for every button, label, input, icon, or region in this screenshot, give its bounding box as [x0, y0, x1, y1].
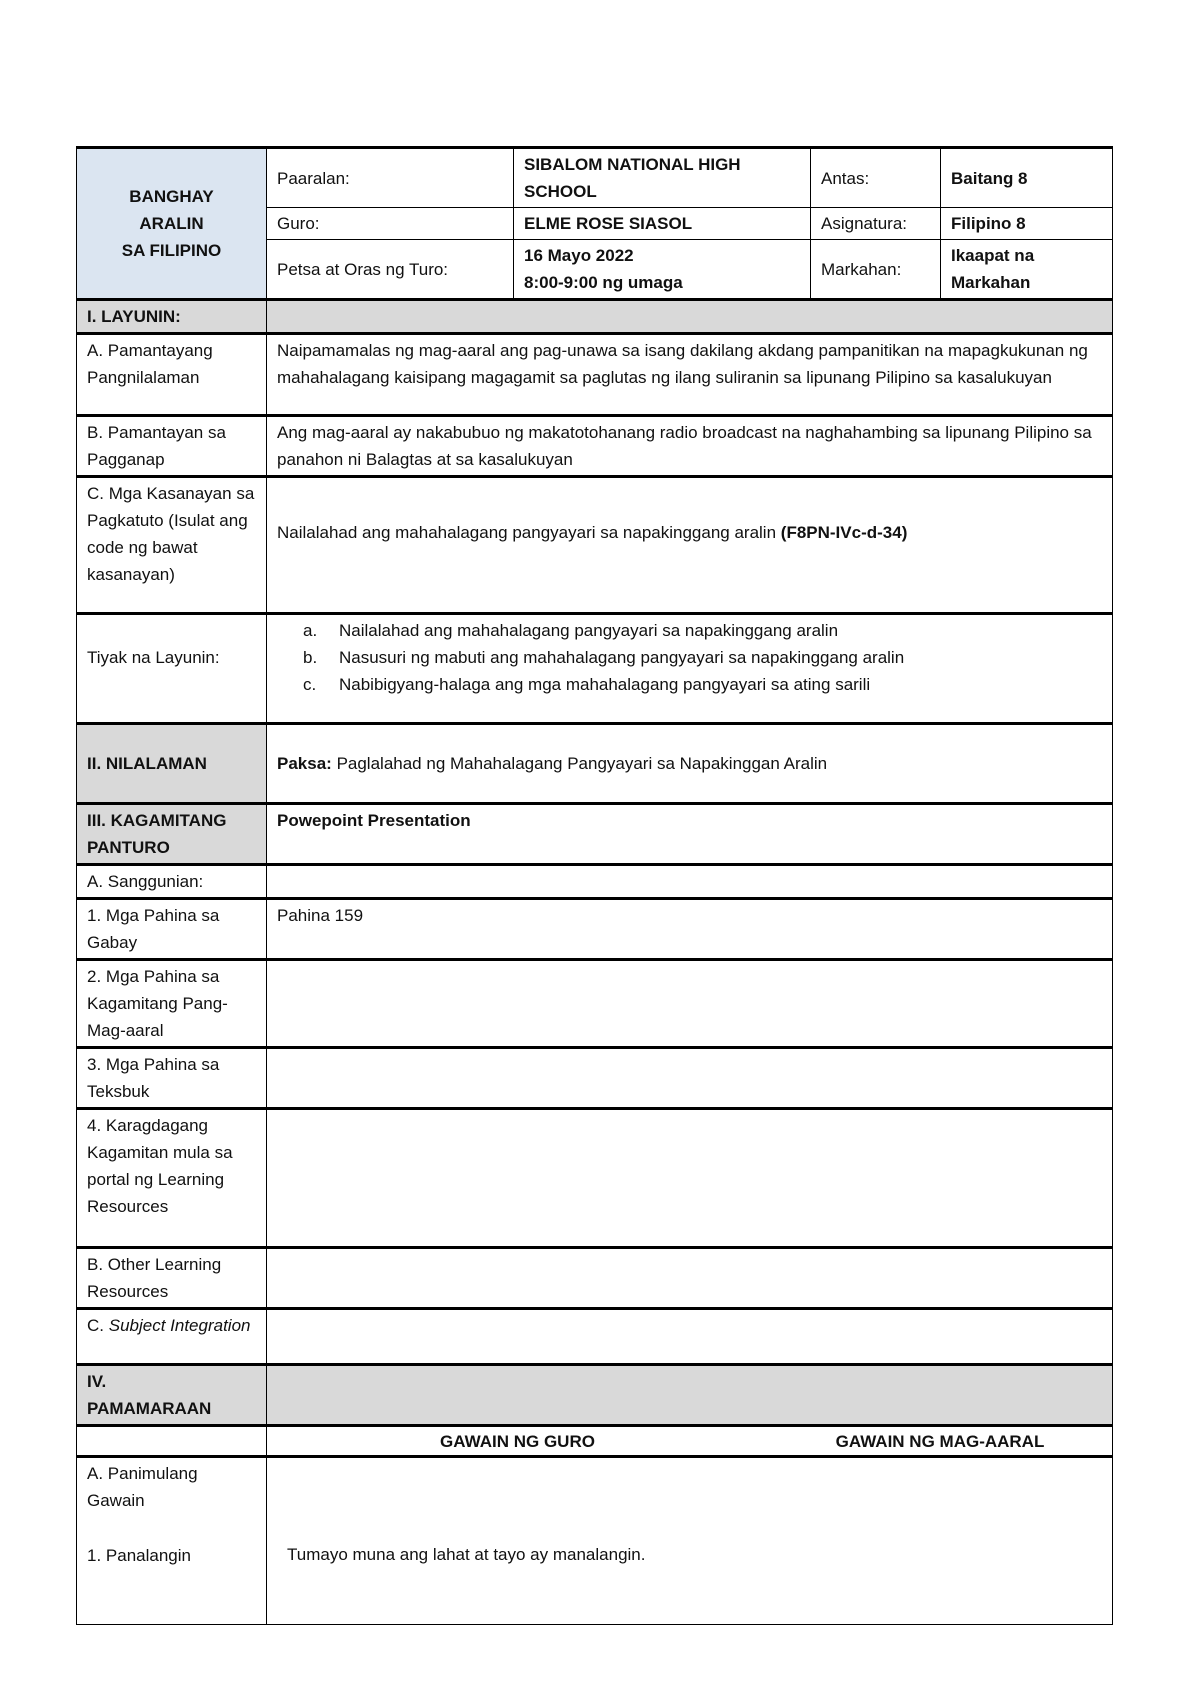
kagamitang-pang-mag-aaral-value: [267, 960, 1113, 1048]
nilalaman-heading: II. NILALAMAN: [77, 724, 267, 804]
panalangin-instruction: Tumayo muna ang lahat at tayo ay manalangin.: [287, 1545, 646, 1564]
pamantayang-pangnilalaman-label: A. Pamantayang Pangnilalaman: [77, 334, 267, 416]
tiyak-na-layunin-list: [267, 614, 1113, 724]
asignatura-value: Filipino 8: [941, 208, 1113, 240]
asignatura-label: Asignatura:: [811, 208, 941, 240]
list-item: a. Nailalahad ang mahahalagang pangyayari sa napakinggang aralin: [303, 621, 839, 640]
kagamitan-heading: III. KAGAMITANG PANTURO: [77, 804, 267, 865]
kagamitan-value: Powepoint Presentation: [267, 804, 1113, 865]
paaralan-label: Paaralan:: [267, 148, 514, 208]
kasanayan-code: (F8PN-IVc-d-34): [780, 522, 908, 542]
gawain-ng-guro-header: GAWAIN NG GURO: [440, 1431, 595, 1451]
panalangin-label: 1. Panalangin: [87, 1546, 191, 1565]
list-item: c. Nabibigyang-halaga ang mga mahahalagang pangyayari sa ating sarili: [303, 675, 871, 694]
petsa-value: 16 Mayo 2022 8:00-9:00 ng umaga: [514, 240, 811, 300]
tiyak-na-layunin-label: Tiyak na Layunin:: [77, 614, 267, 724]
other-learning-resources-label: B. Other Learning Resources: [77, 1248, 267, 1309]
markahan-value: Ikaapat na Markahan: [941, 240, 1113, 300]
karagdagang-kagamitan-value: [267, 1109, 1113, 1248]
pamantayan-sa-pagganap-value: Ang mag-aaral ay nakabubuo ng makatotohanang radio broadcast na naghahambing sa lipunang Pilipino sa panahon ni Balagtas at sa kasalukuyan: [267, 416, 1113, 477]
mga-kasanayan-value: Nailalahad ang mahahalagang pangyayari sa napakinggang aralin (F8PN-IVc-d-34): [267, 477, 1113, 614]
sanggunian-value: [267, 865, 1113, 899]
sanggunian-label: A. Sanggunian:: [77, 865, 267, 899]
paaralan-value: SIBALOM NATIONAL HIGH SCHOOL: [514, 148, 811, 208]
pamantayang-pangnilalaman-value: Naipamamalas ng mag-aaral ang pag-unawa sa isang dakilang akdang pampanitikan na mapagkukunan ng mahahalagang kaisipang magagamit sa paglutas ng ilang suliranin sa lipunang Pilipino sa kasalukuyan: [267, 334, 1113, 416]
antas-label: Antas:: [811, 148, 941, 208]
teksbuk-label: 3. Mga Pahina sa Teksbuk: [77, 1048, 267, 1109]
other-learning-resources-value: [267, 1248, 1113, 1309]
subject-integration-value: [267, 1309, 1113, 1365]
gabay-label: 1. Mga Pahina sa Gabay: [77, 899, 267, 960]
layunin-heading: I. LAYUNIN:: [77, 300, 267, 334]
teksbuk-value: [267, 1048, 1113, 1109]
mga-kasanayan-label: C. Mga Kasanayan sa Pagkatuto (Isulat ang code ng bawat kasanayan): [77, 477, 267, 614]
gawain-ng-mag-aaral-cell: [768, 1458, 1112, 1624]
karagdagang-kagamitan-label: 4. Karagdagang Kagamitan mula sa portal ng Learning Resources: [77, 1109, 267, 1248]
panimulang-gawain-label: A. Panimulang Gawain 1. Panalangin: [77, 1457, 267, 1625]
petsa-label: Petsa at Oras ng Turo:: [267, 240, 514, 300]
list-item: b. Nasusuri ng mabuti ang mahahalagang pangyayari sa napakinggang aralin: [303, 648, 905, 667]
pamamaraan-heading: IV. PAMAMARAAN: [77, 1365, 267, 1426]
layunin-heading-filler: [267, 300, 1113, 334]
guro-label: Guro:: [267, 208, 514, 240]
lesson-plan-table: [76, 146, 1113, 1625]
pamantayan-sa-pagganap-label: B. Pamantayan sa Pagganap: [77, 416, 267, 477]
markahan-label: Markahan:: [811, 240, 941, 300]
pamamaraan-heading-filler: [267, 1365, 1113, 1426]
panimulang-gawain-content: [267, 1457, 1113, 1625]
paksa-value: Paksa: Paglalahad ng Mahahalagang Pangyayari sa Napakinggan Aralin: [267, 724, 1113, 804]
antas-value: Baitang 8: [941, 148, 1113, 208]
gabay-value: Pahina 159: [267, 899, 1113, 960]
gawain-ng-guro-cell: [267, 1458, 768, 1624]
kagamitang-pang-mag-aaral-label: 2. Mga Pahina sa Kagamitang Pang-Mag-aaral: [77, 960, 267, 1048]
guro-value: ELME ROSE SIASOL: [514, 208, 811, 240]
subject-integration-label: C. Subject Integration: [77, 1309, 267, 1365]
gawain-ng-mag-aaral-header: GAWAIN NG MAG-AARAL: [835, 1431, 1045, 1451]
pamamaraan-blank-cell: [77, 1426, 267, 1457]
lesson-plan-title: BANGHAY ARALIN SA FILIPINO: [77, 148, 267, 300]
pamamaraan-column-headers: [267, 1426, 1113, 1457]
